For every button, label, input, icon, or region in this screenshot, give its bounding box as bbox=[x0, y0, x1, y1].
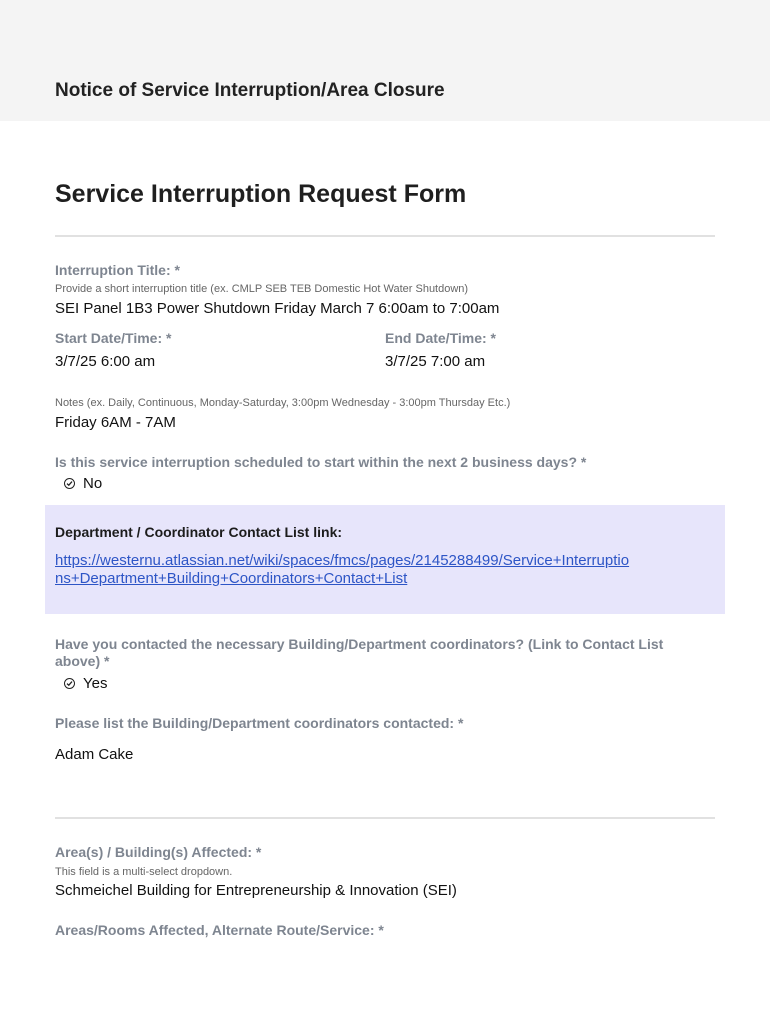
coordinators-label: Please list the Building/Department coordinators contacted: * bbox=[55, 715, 464, 731]
coordinators-value: Adam Cake bbox=[55, 746, 134, 763]
check-circle-icon bbox=[64, 678, 75, 689]
end-datetime-label: End Date/Time: * bbox=[385, 330, 496, 346]
end-datetime-value: 3/7/25 7:00 am bbox=[385, 353, 486, 370]
page-header bbox=[0, 0, 770, 121]
interruption-title-hint: Provide a short interruption title (ex. CMLP SEB TEB Domestic Hot Water Shutdown) bbox=[55, 283, 469, 295]
interruption-title-label: Interruption Title: * bbox=[55, 262, 180, 278]
page-header-title: Notice of Service Interruption/Area Closure bbox=[55, 80, 445, 101]
buildings-affected-label: Area(s) / Building(s) Affected: * bbox=[55, 844, 262, 860]
start-datetime-value: 3/7/25 6:00 am bbox=[55, 353, 156, 370]
contacted-coordinators-label: Have you contacted the necessary Building/Department coordinators? (Link to Contact List above) * bbox=[55, 636, 664, 669]
notes-hint: Notes (ex. Daily, Continuous, Monday-Saturday, 3:00pm Wednesday - 3:00pm Thursday Etc.) bbox=[55, 397, 511, 409]
contact-list-title: Department / Coordinator Contact List link: bbox=[55, 524, 343, 540]
notes-value: Friday 6AM - 7AM bbox=[55, 414, 176, 431]
form-title: Service Interruption Request Form bbox=[55, 180, 467, 208]
contact-list-link[interactable]: https://westernu.atlassian.net/wiki/spaces/fmcs/pages/2145288499/Service+Interruptions+Department+Building+Coordinators+Contact+List bbox=[55, 552, 630, 587]
buildings-affected-hint: This field is a multi-select dropdown. bbox=[55, 866, 233, 878]
contacted-coordinators-answer bbox=[64, 675, 107, 692]
within-two-days-answer-label: No bbox=[83, 475, 103, 492]
within-two-days-answer bbox=[64, 475, 102, 492]
section-divider bbox=[55, 817, 715, 819]
areas-affected-label: Areas/Rooms Affected, Alternate Route/Service: * bbox=[55, 922, 384, 938]
contacted-coordinators-answer-label: Yes bbox=[83, 675, 108, 692]
within-two-days-label: Is this service interruption scheduled to start within the next 2 business days? * bbox=[55, 454, 587, 470]
interruption-title-value: SEI Panel 1B3 Power Shutdown Friday March 7 6:00am to 7:00am bbox=[55, 300, 500, 317]
check-circle-icon bbox=[64, 478, 75, 489]
start-datetime-label: Start Date/Time: * bbox=[55, 330, 172, 346]
contact-list-box bbox=[45, 505, 725, 614]
buildings-affected-value: Schmeichel Building for Entrepreneurship & Innovation (SEI) bbox=[55, 882, 457, 899]
section-divider bbox=[55, 235, 715, 237]
